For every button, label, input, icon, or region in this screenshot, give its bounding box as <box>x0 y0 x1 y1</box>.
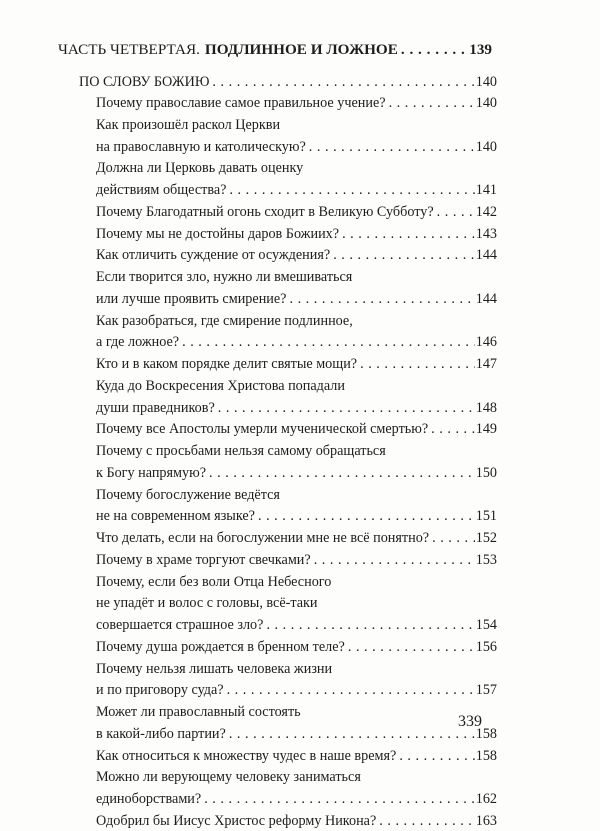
section-title: ПО СЛОВУ БОЖИЮ <box>79 74 210 90</box>
toc-entry <box>96 790 497 809</box>
toc-entry <box>96 246 497 265</box>
leader-dots <box>227 681 475 700</box>
toc-entry-text: Как произошёл раскол Церкви <box>96 116 281 133</box>
leader-dots <box>314 551 475 570</box>
toc-entry <box>96 355 497 374</box>
toc-entry <box>96 725 497 744</box>
toc-entry-text: Как разобраться, где смирение подлинное, <box>96 312 353 329</box>
toc-entry-text: единоборствами? <box>96 791 202 807</box>
leader-dots <box>212 73 474 92</box>
toc-entry-text: не упадёт и волос с головы, всё-таки <box>96 595 318 612</box>
leader-dots <box>229 181 474 200</box>
toc-entry-text: Как отличить суждение от осуждения? <box>96 247 331 264</box>
toc-entry <box>96 399 497 418</box>
toc-entry <box>96 551 497 570</box>
toc-entry-page-number: 144 <box>475 247 497 264</box>
toc-entry <box>96 812 497 831</box>
toc-entry-text: Почему, если без воли Отца Небесного <box>96 573 332 590</box>
leader-dots <box>229 725 475 744</box>
part-title: ПОДЛИННОЕ И ЛОЖНОЕ <box>204 41 398 58</box>
toc-entry-text: к Богу напрямую? <box>96 464 207 481</box>
toc-entry-page-number: 150 <box>475 464 497 481</box>
toc-entry-text: Почему православие самое правильное учение? <box>96 95 386 111</box>
leader-dots <box>399 747 474 766</box>
toc-entry-text: действиям общества? <box>96 182 227 198</box>
toc-entry-text: Почему все Апостолы умерли мученической смертью? <box>96 421 429 438</box>
toc-entry-text: Почему мы не достойны даров Божиих? <box>96 225 340 242</box>
page-number: 339 <box>458 713 482 730</box>
leader-dots <box>431 420 475 439</box>
toc-entry-text: души праведников? <box>96 399 215 416</box>
toc-entry-page-number: 143 <box>475 225 497 242</box>
toc-entry-text: и по приговору суда? <box>96 682 224 699</box>
part-heading <box>58 40 492 59</box>
leader-dots <box>401 40 468 59</box>
toc-entry-page-number: 144 <box>475 290 497 307</box>
toc-entry-text: Кто и в каком порядке делит святые мощи? <box>96 356 358 372</box>
toc-entry-page-number: 142 <box>475 203 497 220</box>
leader-dots <box>266 616 474 635</box>
toc-entry-text: Должна ли Церковь давать оценку <box>96 160 304 177</box>
toc-entry-page-number: 140 <box>475 95 497 111</box>
toc-entry-page-number: 149 <box>475 421 497 438</box>
toc-entry-text: Почему Благодатный огонь сходит в Великую Субботу? <box>96 203 434 220</box>
leader-dots <box>182 333 475 352</box>
toc-entry-page-number: 163 <box>475 812 497 829</box>
toc-entry-page-number: 157 <box>475 682 497 699</box>
toc-entry-text: Может ли православный состоять <box>96 704 301 720</box>
toc-entry-page-number: 156 <box>475 638 497 655</box>
leader-dots <box>258 507 475 526</box>
leader-dots <box>437 203 475 222</box>
toc-entry-text: Почему богослужение ведётся <box>96 486 280 503</box>
toc-entry-page-number: 152 <box>475 530 497 546</box>
toc-entry <box>96 747 497 766</box>
toc-entry <box>96 181 497 200</box>
toc-entry <box>96 290 497 309</box>
part-page-number: 139 <box>469 41 492 58</box>
toc-entry <box>96 529 497 548</box>
leader-dots <box>342 225 475 244</box>
toc-entry-text: не на современном языке? <box>96 508 255 525</box>
toc-entry <box>96 420 497 439</box>
leader-dots <box>432 529 475 548</box>
leader-dots <box>289 290 474 309</box>
toc-entry <box>96 333 497 352</box>
leader-dots <box>218 399 475 418</box>
toc-entry-text: Если творится зло, нужно ли вмешиваться <box>96 269 353 285</box>
toc-entry-page-number: 153 <box>475 551 497 568</box>
toc-entry <box>96 225 497 244</box>
part-label: ЧАСТЬ ЧЕТВЕРТАЯ. <box>58 41 200 58</box>
toc-entry-text: Как относиться к множеству чудес в наше время? <box>96 747 397 764</box>
leader-dots <box>379 812 474 831</box>
toc-entry-text: или лучше проявить смирение? <box>96 290 287 307</box>
toc-entry-text: Можно ли верующему человеку заниматься <box>96 769 361 786</box>
toc-entry-text: а где ложное? <box>96 334 180 351</box>
toc-entry-text: совершается страшное зло? <box>96 617 264 633</box>
toc-entry-page-number: 158 <box>475 747 497 764</box>
toc-entry <box>96 138 497 157</box>
toc-entry <box>96 203 497 222</box>
toc-entry-page-number: 162 <box>475 791 497 807</box>
toc-entry-text: Что делать, если на богослужении мне не всё понятно? <box>96 530 430 546</box>
toc-entry-page-number: 148 <box>475 399 497 416</box>
toc-entry-text: Почему с просьбами нельзя самому обращаться <box>96 443 386 459</box>
toc-entry <box>96 464 497 483</box>
toc-entry-page-number: 147 <box>475 356 497 372</box>
toc-entry <box>96 638 497 657</box>
toc-entry-text: Одобрил бы Иисус Христос реформу Никона? <box>96 812 377 829</box>
toc-entry-page-number: 154 <box>475 617 497 633</box>
toc-entry <box>96 507 497 526</box>
toc-entry-text: Почему в храме торгуют свечками? <box>96 551 311 568</box>
toc-entry-page-number: 141 <box>475 182 497 198</box>
toc-entry <box>96 681 497 700</box>
toc-entry-page-number: 151 <box>475 508 497 525</box>
leader-dots <box>209 464 475 483</box>
leader-dots <box>333 246 475 265</box>
toc-entry-text: Почему душа рождается в бренном теле? <box>96 638 345 655</box>
leader-dots <box>348 638 475 657</box>
section-heading <box>79 73 497 92</box>
toc-entry-text: Почему нельзя лишать человека жизни <box>96 660 333 677</box>
leader-dots <box>309 138 475 157</box>
toc-entry <box>96 94 497 113</box>
toc-entry-page-number: 140 <box>475 138 497 155</box>
toc-entry <box>96 616 497 635</box>
leader-dots <box>389 94 475 113</box>
toc-entry-text: на православную и католическую? <box>96 138 306 155</box>
toc-entry-text: Куда до Воскресения Христова попадали <box>96 377 345 394</box>
section-page-number: 140 <box>475 74 497 90</box>
toc-entry-page-number: 158 <box>475 725 497 742</box>
leader-dots <box>360 355 475 374</box>
leader-dots <box>204 790 475 809</box>
toc-entry-text: в какой-либо партии? <box>96 725 226 742</box>
toc-entry-page-number: 146 <box>475 334 497 351</box>
